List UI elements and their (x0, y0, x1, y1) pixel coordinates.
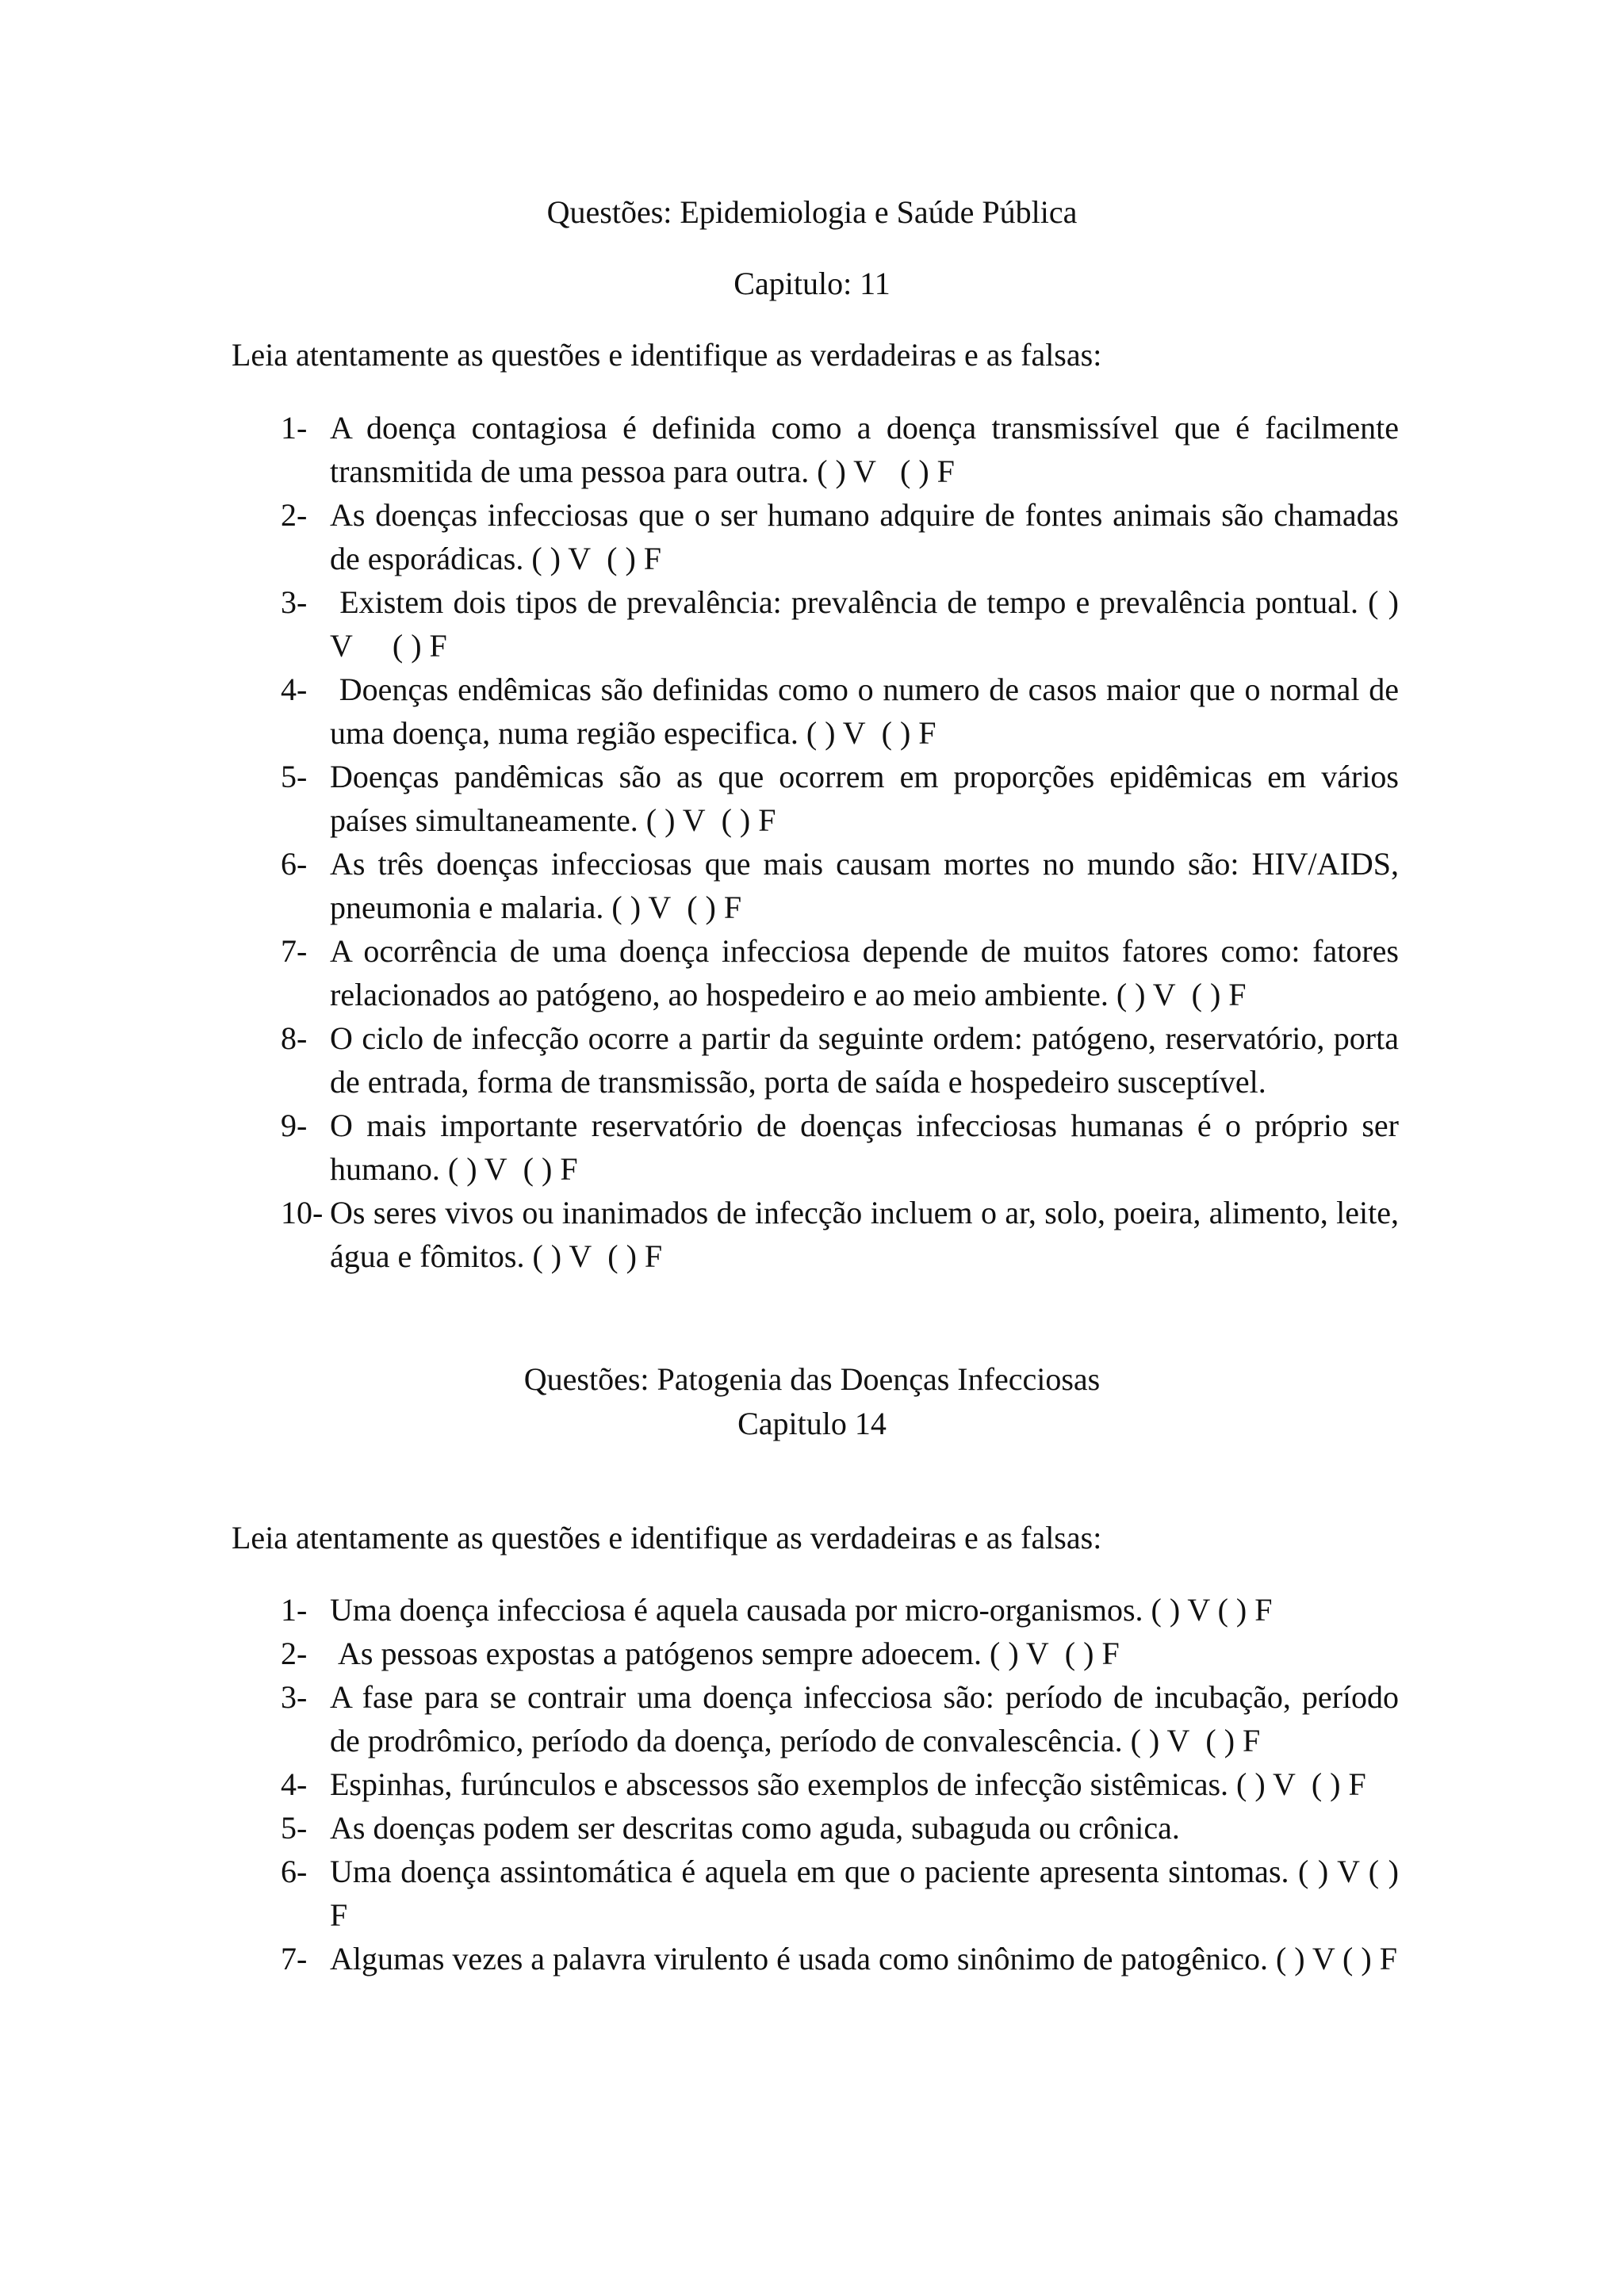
question-text: A fase para se contrair uma doença infecciosa são: período de incubação, período de prodrômico, período da doença, período de convalescência. ( ) V ( ) F (330, 1679, 1399, 1758)
section2-title: Questões: Patogenia das Doenças Infecciosas (523, 1361, 1101, 1397)
section2-question-4 (281, 1762, 1399, 1806)
section1-question-3 (281, 580, 1399, 668)
question-text: As pessoas expostas a patógenos sempre adoecem. ( ) V ( ) F (330, 1636, 1120, 1671)
question-number: 3- (281, 584, 308, 620)
section2-question-6 (281, 1850, 1399, 1937)
question-number: 4- (281, 672, 308, 707)
question-number: 2- (281, 497, 308, 533)
question-number: 7- (281, 1941, 308, 1976)
question-text: As doenças infecciosas que o ser humano adquire de fontes animais são chamadas de esporádicas. ( ) V ( ) F (330, 497, 1399, 576)
section1-question-list (281, 406, 1399, 1278)
section1-question-2 (281, 493, 1399, 580)
question-text: A doença contagiosa é definida como a doença transmissível que é facilmente transmitida de uma pessoa para outra. ( ) V ( ) F (330, 410, 1399, 489)
section1-question-9 (281, 1104, 1399, 1191)
question-text: As doenças podem ser descritas como aguda, subaguda ou crônica. (330, 1810, 1180, 1846)
question-text: Uma doença assintomática é aquela em que o paciente apresenta sintomas. ( ) V ( ) F (330, 1854, 1399, 1933)
section2-chapter: Capitulo 14 (737, 1406, 887, 1441)
question-number: 1- (281, 410, 308, 446)
section2-question-3 (281, 1675, 1399, 1762)
section1-intro: Leia atentamente as questões e identifique as verdadeiras e as falsas: (232, 337, 1102, 373)
question-number: 7- (281, 933, 308, 969)
question-number: 8- (281, 1020, 308, 1056)
section1-chapter: Capitulo: 11 (733, 266, 891, 301)
question-text: Algumas vezes a palavra virulento é usada como sinônimo de patogênico. ( ) V ( ) F (330, 1941, 1397, 1976)
question-text: Os seres vivos ou inanimados de infecção incluem o ar, solo, poeira, alimento, leite, água e fômitos. ( ) V ( ) F (330, 1195, 1399, 1274)
question-text: A ocorrência de uma doença infecciosa depende de muitos fatores como: fatores relacionados ao patógeno, ao hospedeiro e ao meio ambiente. ( ) V ( ) F (330, 933, 1399, 1012)
question-number: 6- (281, 846, 308, 882)
question-text: Doenças endêmicas são definidas como o numero de casos maior que o normal de uma doença, numa região especifica. ( ) V ( ) F (330, 672, 1399, 751)
question-text: O mais importante reservatório de doenças infecciosas humanas é o próprio ser humano. ( ) V ( ) F (330, 1108, 1399, 1187)
section2-question-7 (281, 1937, 1399, 1980)
section1-question-8 (281, 1016, 1399, 1104)
question-text: Uma doença infecciosa é aquela causada por micro-organismos. ( ) V ( ) F (330, 1592, 1273, 1628)
section1-question-6 (281, 842, 1399, 929)
question-number: 5- (281, 759, 308, 794)
question-text: Doenças pandêmicas são as que ocorrem em proporções epidêmicas em vários países simultaneamente. ( ) V ( ) F (330, 759, 1399, 838)
section1-question-4 (281, 668, 1399, 755)
question-text: Espinhas, furúnculos e abscessos são exemplos de infecção sistêmicas. ( ) V ( ) F (330, 1766, 1366, 1802)
question-number: 1- (281, 1592, 308, 1628)
question-number: 4- (281, 1766, 308, 1802)
section1-question-7 (281, 929, 1399, 1016)
section1-question-10 (281, 1191, 1399, 1278)
section2-question-2 (281, 1632, 1399, 1675)
question-number: 10- (281, 1195, 324, 1230)
question-text: O ciclo de infecção ocorre a partir da seguinte ordem: patógeno, reservatório, porta de entrada, forma de transmissão, porta de saída e hospedeiro susceptível. (330, 1020, 1399, 1100)
section2-intro: Leia atentamente as questões e identifique as verdadeiras e as falsas: (232, 1520, 1102, 1556)
section2-question-5 (281, 1806, 1399, 1850)
question-text: Existem dois tipos de prevalência: prevalência de tempo e prevalência pontual. ( ) V ( ) F (330, 584, 1399, 664)
question-number: 6- (281, 1854, 308, 1889)
question-number: 3- (281, 1679, 308, 1715)
section1-question-5 (281, 755, 1399, 842)
question-number: 2- (281, 1636, 308, 1671)
question-number: 5- (281, 1810, 308, 1846)
section1-question-1 (281, 406, 1399, 493)
question-text: As três doenças infecciosas que mais causam mortes no mundo são: HIV/AIDS, pneumonia e malaria. ( ) V ( ) F (330, 846, 1399, 925)
section1-title: Questões: Epidemiologia e Saúde Pública (546, 194, 1078, 230)
section2-question-list (281, 1588, 1399, 1980)
question-number: 9- (281, 1108, 308, 1143)
section2-question-1 (281, 1588, 1399, 1632)
